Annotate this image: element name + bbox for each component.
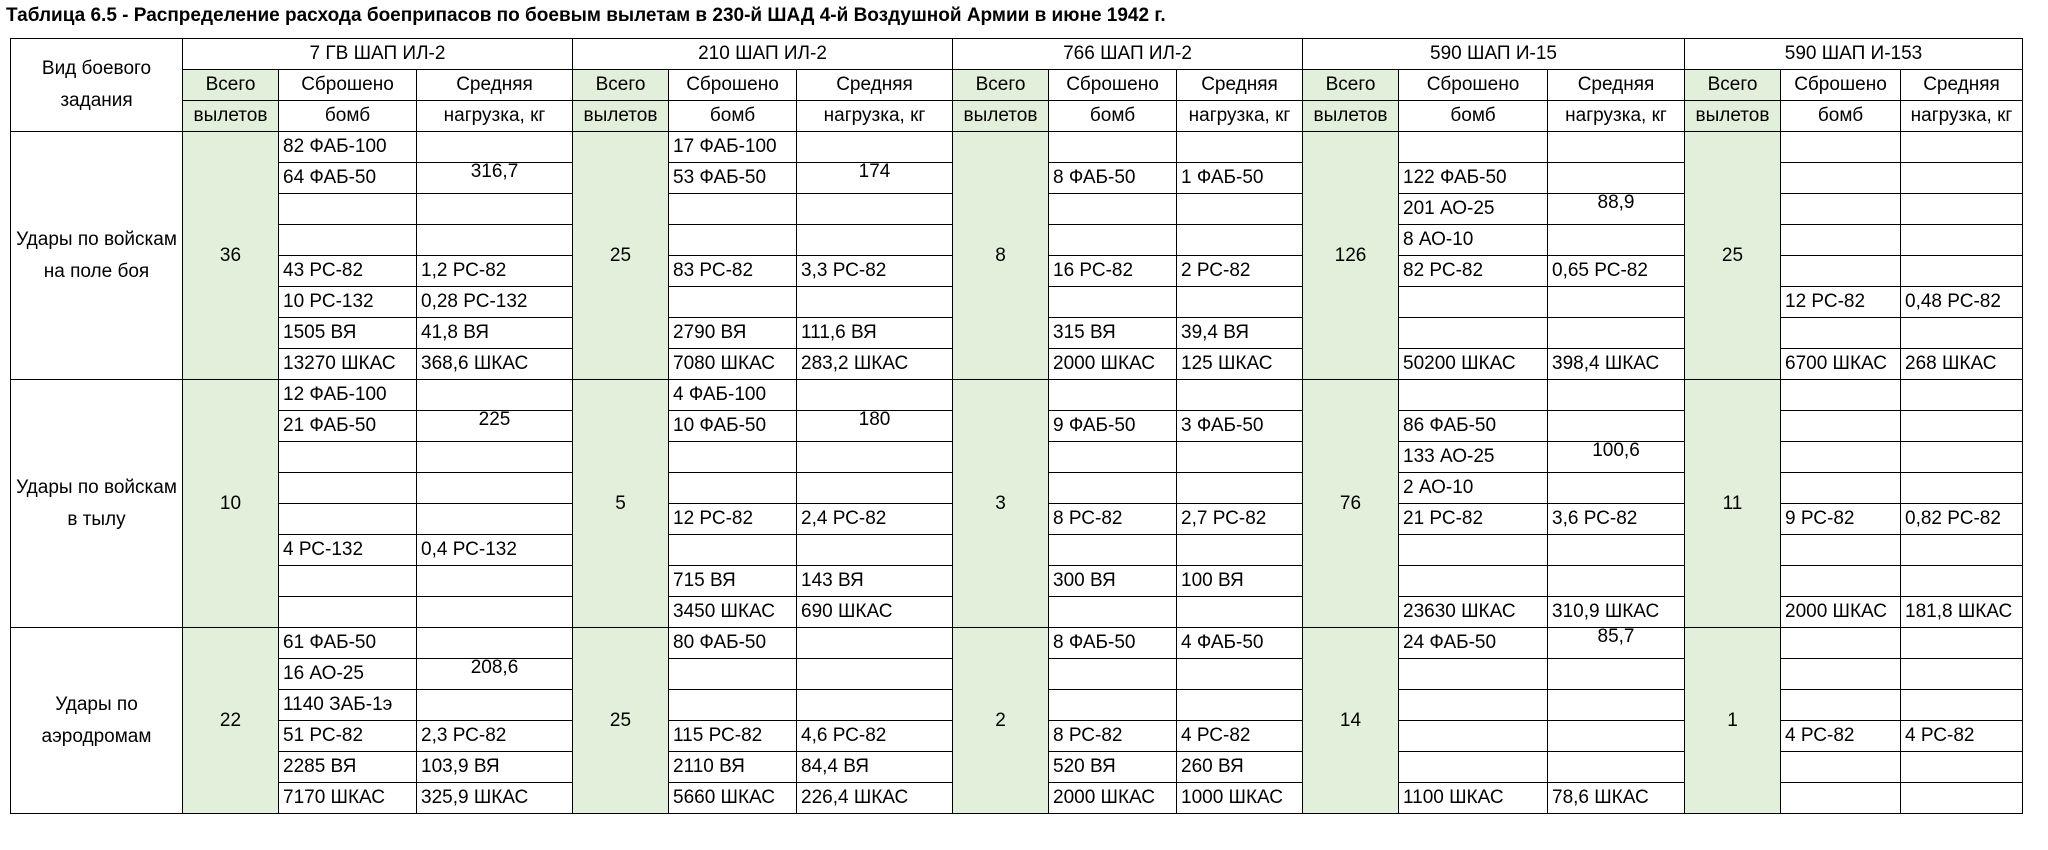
avg-load-cell — [1548, 287, 1685, 318]
bombs-dropped-cell — [1049, 132, 1177, 163]
header-sub-avg-load: нагрузка, кг — [1177, 101, 1303, 132]
avg-load-cell: 3 ФАБ-50 — [1177, 411, 1303, 442]
sorties-total: 76 — [1303, 380, 1399, 628]
bombs-dropped-cell: 520 ВЯ — [1049, 752, 1177, 783]
bombs-dropped-cell — [279, 504, 417, 535]
avg-load-cell: 84,4 ВЯ — [797, 752, 953, 783]
avg-load-cell — [1901, 628, 2023, 659]
avg-load-cell: 2,3 РС-82 — [417, 721, 573, 752]
bombs-dropped-cell: 21 ФАБ-50 — [279, 411, 417, 442]
avg-load-cell — [1901, 752, 2023, 783]
header-sub-avg-load: Средняя — [1177, 70, 1303, 101]
avg-load-cell: 260 ВЯ — [1177, 752, 1303, 783]
header-sub-sorties: Всего — [573, 70, 669, 101]
bombs-dropped-cell: 61 ФАБ-50 — [279, 628, 417, 659]
header-unit-1: 210 ШАП ИЛ-2 — [573, 39, 953, 70]
bombs-dropped-cell — [1049, 597, 1177, 628]
bombs-dropped-cell — [1049, 690, 1177, 721]
avg-load-cell: 4 ФАБ-50 — [1177, 628, 1303, 659]
bombs-dropped-cell — [1781, 535, 1901, 566]
header-sub-bombs: Сброшено — [1781, 70, 1901, 101]
avg-load-cell — [1901, 163, 2023, 194]
avg-load-cell: 316,7 — [417, 163, 573, 194]
bombs-dropped-cell — [1781, 225, 1901, 256]
avg-load-cell — [1901, 659, 2023, 690]
header-sub-sorties: вылетов — [953, 101, 1049, 132]
avg-load-cell: 208,6 — [417, 659, 573, 690]
avg-load-cell — [1548, 690, 1685, 721]
bombs-dropped-cell — [1049, 194, 1177, 225]
bombs-dropped-cell: 2285 ВЯ — [279, 752, 417, 783]
bombs-dropped-cell — [279, 473, 417, 504]
avg-load-cell: 111,6 ВЯ — [797, 318, 953, 349]
bombs-dropped-cell — [669, 690, 797, 721]
bombs-dropped-cell: 43 РС-82 — [279, 256, 417, 287]
header-sub-avg-load: Средняя — [797, 70, 953, 101]
avg-load-cell — [1548, 225, 1685, 256]
bombs-dropped-cell: 16 АО-25 — [279, 659, 417, 690]
header-sub-sorties: вылетов — [1685, 101, 1781, 132]
avg-load-cell — [1177, 597, 1303, 628]
bombs-dropped-cell: 82 РС-82 — [1399, 256, 1548, 287]
bombs-dropped-cell: 8 ФАБ-50 — [1049, 163, 1177, 194]
header-row-sub-2 — [11, 101, 2023, 132]
bombs-dropped-cell — [1049, 473, 1177, 504]
avg-load-cell — [797, 194, 953, 225]
avg-load-cell — [1901, 535, 2023, 566]
bombs-dropped-cell — [1399, 535, 1548, 566]
bombs-dropped-cell — [669, 473, 797, 504]
avg-load-cell — [1177, 690, 1303, 721]
avg-load-cell — [1548, 132, 1685, 163]
avg-load-cell — [1901, 132, 2023, 163]
task-type-label: Удары по войскам в тылу — [11, 380, 183, 628]
bombs-dropped-cell: 133 АО-25 — [1399, 442, 1548, 473]
bombs-dropped-cell: 10 РС-132 — [279, 287, 417, 318]
avg-load-cell — [417, 597, 573, 628]
sorties-total: 11 — [1685, 380, 1781, 628]
header-sub-sorties: вылетов — [183, 101, 279, 132]
sorties-total: 126 — [1303, 132, 1399, 380]
bombs-dropped-cell — [1781, 659, 1901, 690]
bombs-dropped-cell: 300 ВЯ — [1049, 566, 1177, 597]
bombs-dropped-cell: 9 ФАБ-50 — [1049, 411, 1177, 442]
avg-load-cell: 1000 ШКАС — [1177, 783, 1303, 814]
avg-load-cell: 3,6 РС-82 — [1548, 504, 1685, 535]
header-sub-avg-load: нагрузка, кг — [797, 101, 953, 132]
avg-load-cell: 325,9 ШКАС — [417, 783, 573, 814]
bombs-dropped-cell: 8 РС-82 — [1049, 504, 1177, 535]
bombs-dropped-cell: 2000 ШКАС — [1049, 349, 1177, 380]
avg-load-cell: 283,2 ШКАС — [797, 349, 953, 380]
avg-load-cell — [1177, 225, 1303, 256]
bombs-dropped-cell: 4 ФАБ-100 — [669, 380, 797, 411]
bombs-dropped-cell — [1781, 783, 1901, 814]
header-sub-avg-load: нагрузка, кг — [1901, 101, 2023, 132]
avg-load-cell — [1901, 690, 2023, 721]
bombs-dropped-cell — [1049, 535, 1177, 566]
header-sub-avg-load: Средняя — [417, 70, 573, 101]
bombs-dropped-cell — [1399, 659, 1548, 690]
avg-load-cell: 368,6 ШКАС — [417, 349, 573, 380]
bombs-dropped-cell: 2110 ВЯ — [669, 752, 797, 783]
bombs-dropped-cell: 82 ФАБ-100 — [279, 132, 417, 163]
sorties-total: 25 — [573, 132, 669, 380]
avg-load-cell — [1548, 721, 1685, 752]
bombs-dropped-cell: 1100 ШКАС — [1399, 783, 1548, 814]
sorties-total: 5 — [573, 380, 669, 628]
bombs-dropped-cell: 83 РС-82 — [669, 256, 797, 287]
bombs-dropped-cell — [279, 597, 417, 628]
ammo-table-wrapper — [10, 38, 2023, 814]
sorties-total: 1 — [1685, 628, 1781, 814]
avg-load-cell — [1177, 194, 1303, 225]
avg-load-cell: 4 РС-82 — [1177, 721, 1303, 752]
header-sub-avg-load: нагрузка, кг — [417, 101, 573, 132]
header-row-sub-1 — [11, 70, 2023, 101]
avg-load-cell — [797, 287, 953, 318]
avg-load-cell: 103,9 ВЯ — [417, 752, 573, 783]
avg-load-cell — [797, 132, 953, 163]
avg-load-cell — [1177, 659, 1303, 690]
sorties-total: 2 — [953, 628, 1049, 814]
header-unit-2: 766 ШАП ИЛ-2 — [953, 39, 1303, 70]
table-row — [11, 628, 2023, 659]
avg-load-cell — [1901, 411, 2023, 442]
avg-load-cell: 85,7 — [1548, 628, 1685, 659]
avg-load-cell — [417, 194, 573, 225]
avg-load-cell: 1 ФАБ-50 — [1177, 163, 1303, 194]
header-unit-4: 590 ШАП И-153 — [1685, 39, 2023, 70]
avg-load-cell — [1901, 318, 2023, 349]
sorties-total: 22 — [183, 628, 279, 814]
bombs-dropped-cell — [669, 442, 797, 473]
bombs-dropped-cell — [1399, 690, 1548, 721]
header-sub-bombs: бомб — [1049, 101, 1177, 132]
avg-load-cell — [417, 132, 573, 163]
bombs-dropped-cell: 8 РС-82 — [1049, 721, 1177, 752]
avg-load-cell: 4,6 РС-82 — [797, 721, 953, 752]
header-sub-bombs: бомб — [1399, 101, 1548, 132]
bombs-dropped-cell: 8 ФАБ-50 — [1049, 628, 1177, 659]
bombs-dropped-cell: 2000 ШКАС — [1781, 597, 1901, 628]
bombs-dropped-cell — [1781, 628, 1901, 659]
avg-load-cell: 100,6 — [1548, 442, 1685, 473]
avg-load-cell — [1901, 442, 2023, 473]
header-sub-sorties: Всего — [1685, 70, 1781, 101]
bombs-dropped-cell — [669, 194, 797, 225]
header-sub-bombs: бомб — [669, 101, 797, 132]
header-unit-0: 7 ГВ ШАП ИЛ-2 — [183, 39, 573, 70]
bombs-dropped-cell: 12 РС-82 — [1781, 287, 1901, 318]
avg-load-cell — [417, 690, 573, 721]
avg-load-cell — [1548, 473, 1685, 504]
bombs-dropped-cell: 80 ФАБ-50 — [669, 628, 797, 659]
avg-load-cell — [1177, 473, 1303, 504]
bombs-dropped-cell: 315 ВЯ — [1049, 318, 1177, 349]
avg-load-cell: 41,8 ВЯ — [417, 318, 573, 349]
avg-load-cell: 39,4 ВЯ — [1177, 318, 1303, 349]
avg-load-cell: 225 — [417, 411, 573, 442]
sorties-total: 8 — [953, 132, 1049, 380]
avg-load-cell — [1901, 566, 2023, 597]
bombs-dropped-cell: 17 ФАБ-100 — [669, 132, 797, 163]
table-row — [11, 380, 2023, 411]
avg-load-cell — [1548, 163, 1685, 194]
bombs-dropped-cell — [1781, 132, 1901, 163]
avg-load-cell — [1177, 380, 1303, 411]
bombs-dropped-cell: 51 РС-82 — [279, 721, 417, 752]
avg-load-cell: 2,7 РС-82 — [1177, 504, 1303, 535]
avg-load-cell — [1548, 380, 1685, 411]
avg-load-cell — [1901, 380, 2023, 411]
avg-load-cell — [797, 535, 953, 566]
task-type-label: Удары по войскам на поле боя — [11, 132, 183, 380]
bombs-dropped-cell: 201 АО-25 — [1399, 194, 1548, 225]
bombs-dropped-cell — [1781, 380, 1901, 411]
avg-load-cell — [1548, 318, 1685, 349]
avg-load-cell: 88,9 — [1548, 194, 1685, 225]
header-sub-sorties: Всего — [183, 70, 279, 101]
avg-load-cell — [1548, 659, 1685, 690]
header-task-type — [11, 39, 183, 132]
header-sub-bombs: Сброшено — [1399, 70, 1548, 101]
header-sub-bombs: бомб — [1781, 101, 1901, 132]
sorties-total: 14 — [1303, 628, 1399, 814]
avg-load-cell — [1177, 132, 1303, 163]
bombs-dropped-cell — [1781, 473, 1901, 504]
bombs-dropped-cell — [1399, 566, 1548, 597]
header-sub-bombs: бомб — [279, 101, 417, 132]
avg-load-cell: 143 ВЯ — [797, 566, 953, 597]
avg-load-cell: 1,2 РС-82 — [417, 256, 573, 287]
bombs-dropped-cell: 8 АО-10 — [1399, 225, 1548, 256]
bombs-dropped-cell — [1781, 752, 1901, 783]
bombs-dropped-cell: 23630 ШКАС — [1399, 597, 1548, 628]
bombs-dropped-cell — [1399, 132, 1548, 163]
bombs-dropped-cell: 10 ФАБ-50 — [669, 411, 797, 442]
task-type-label: Удары по аэродромам — [11, 628, 183, 814]
bombs-dropped-cell: 1505 ВЯ — [279, 318, 417, 349]
avg-load-cell — [1901, 256, 2023, 287]
bombs-dropped-cell — [1399, 721, 1548, 752]
table-row — [11, 132, 2023, 163]
avg-load-cell: 0,4 РС-132 — [417, 535, 573, 566]
header-task-type-line1: Вид боевого — [41, 58, 152, 79]
bombs-dropped-cell: 2790 ВЯ — [669, 318, 797, 349]
bombs-dropped-cell — [279, 442, 417, 473]
header-sub-bombs: Сброшено — [669, 70, 797, 101]
bombs-dropped-cell — [669, 225, 797, 256]
avg-load-cell — [797, 473, 953, 504]
avg-load-cell: 181,8 ШКАС — [1901, 597, 2023, 628]
bombs-dropped-cell — [1049, 225, 1177, 256]
bombs-dropped-cell — [1781, 318, 1901, 349]
avg-load-cell: 268 ШКАС — [1901, 349, 2023, 380]
avg-load-cell: 0,28 РС-132 — [417, 287, 573, 318]
avg-load-cell: 4 РС-82 — [1901, 721, 2023, 752]
bombs-dropped-cell — [1781, 442, 1901, 473]
bombs-dropped-cell: 50200 ШКАС — [1399, 349, 1548, 380]
bombs-dropped-cell — [279, 225, 417, 256]
bombs-dropped-cell: 13270 ШКАС — [279, 349, 417, 380]
avg-load-cell: 690 ШКАС — [797, 597, 953, 628]
avg-load-cell — [417, 566, 573, 597]
avg-load-cell: 3,3 РС-82 — [797, 256, 953, 287]
avg-load-cell — [1548, 535, 1685, 566]
bombs-dropped-cell — [1781, 256, 1901, 287]
header-sub-avg-load: нагрузка, кг — [1548, 101, 1685, 132]
avg-load-cell — [1901, 783, 2023, 814]
avg-load-cell: 310,9 ШКАС — [1548, 597, 1685, 628]
avg-load-cell — [797, 628, 953, 659]
header-unit-3: 590 ШАП И-15 — [1303, 39, 1685, 70]
bombs-dropped-cell: 12 РС-82 — [669, 504, 797, 535]
header-sub-sorties: вылетов — [1303, 101, 1399, 132]
bombs-dropped-cell — [1399, 752, 1548, 783]
bombs-dropped-cell — [1781, 566, 1901, 597]
avg-load-cell: 398,4 ШКАС — [1548, 349, 1685, 380]
avg-load-cell — [1901, 194, 2023, 225]
bombs-dropped-cell — [1781, 194, 1901, 225]
bombs-dropped-cell: 9 РС-82 — [1781, 504, 1901, 535]
avg-load-cell — [1548, 411, 1685, 442]
bombs-dropped-cell: 5660 ШКАС — [669, 783, 797, 814]
bombs-dropped-cell: 2 АО-10 — [1399, 473, 1548, 504]
avg-load-cell — [1177, 535, 1303, 566]
bombs-dropped-cell: 21 РС-82 — [1399, 504, 1548, 535]
avg-load-cell — [417, 473, 573, 504]
avg-load-cell: 125 ШКАС — [1177, 349, 1303, 380]
sorties-total: 3 — [953, 380, 1049, 628]
header-sub-sorties: Всего — [1303, 70, 1399, 101]
bombs-dropped-cell — [1049, 287, 1177, 318]
avg-load-cell — [1177, 442, 1303, 473]
avg-load-cell: 0,48 РС-82 — [1901, 287, 2023, 318]
bombs-dropped-cell: 122 ФАБ-50 — [1399, 163, 1548, 194]
bombs-dropped-cell: 1140 ЗАБ-1э — [279, 690, 417, 721]
bombs-dropped-cell: 6700 ШКАС — [1781, 349, 1901, 380]
avg-load-cell — [417, 504, 573, 535]
header-task-type-line2: задания — [60, 90, 133, 111]
header-sub-sorties: вылетов — [573, 101, 669, 132]
avg-load-cell — [1548, 752, 1685, 783]
bombs-dropped-cell: 715 ВЯ — [669, 566, 797, 597]
header-sub-avg-load: Средняя — [1901, 70, 2023, 101]
sorties-total: 10 — [183, 380, 279, 628]
avg-load-cell: 0,82 РС-82 — [1901, 504, 2023, 535]
sorties-total: 25 — [1685, 132, 1781, 380]
header-sub-bombs: Сброшено — [279, 70, 417, 101]
avg-load-cell — [797, 380, 953, 411]
avg-load-cell — [797, 659, 953, 690]
ammo-distribution-table — [10, 38, 2023, 814]
avg-load-cell — [417, 628, 573, 659]
header-row-units — [11, 39, 2023, 70]
header-sub-avg-load: Средняя — [1548, 70, 1685, 101]
bombs-dropped-cell — [1781, 690, 1901, 721]
bombs-dropped-cell — [279, 566, 417, 597]
avg-load-cell: 78,6 ШКАС — [1548, 783, 1685, 814]
bombs-dropped-cell: 2000 ШКАС — [1049, 783, 1177, 814]
page-title: Таблица 6.5 - Распределение расхода боеприпасов по боевым вылетам в 230-й ШАД 4-й Воздушной Армии в июне 1942 г. — [6, 5, 1166, 26]
bombs-dropped-cell — [1781, 163, 1901, 194]
header-sub-bombs: Сброшено — [1049, 70, 1177, 101]
bombs-dropped-cell: 86 ФАБ-50 — [1399, 411, 1548, 442]
bombs-dropped-cell — [1781, 411, 1901, 442]
sorties-total: 25 — [573, 628, 669, 814]
bombs-dropped-cell — [1399, 318, 1548, 349]
bombs-dropped-cell — [1049, 380, 1177, 411]
avg-load-cell — [797, 690, 953, 721]
bombs-dropped-cell — [669, 535, 797, 566]
bombs-dropped-cell — [279, 194, 417, 225]
bombs-dropped-cell — [1049, 659, 1177, 690]
bombs-dropped-cell — [669, 659, 797, 690]
bombs-dropped-cell: 4 РС-132 — [279, 535, 417, 566]
avg-load-cell — [1548, 566, 1685, 597]
avg-load-cell — [1901, 225, 2023, 256]
avg-load-cell — [417, 380, 573, 411]
bombs-dropped-cell: 115 РС-82 — [669, 721, 797, 752]
avg-load-cell — [1901, 473, 2023, 504]
avg-load-cell — [417, 225, 573, 256]
bombs-dropped-cell: 12 ФАБ-100 — [279, 380, 417, 411]
avg-load-cell — [797, 225, 953, 256]
bombs-dropped-cell — [1399, 287, 1548, 318]
bombs-dropped-cell: 3450 ШКАС — [669, 597, 797, 628]
avg-load-cell — [417, 442, 573, 473]
bombs-dropped-cell: 64 ФАБ-50 — [279, 163, 417, 194]
avg-load-cell: 174 — [797, 163, 953, 194]
avg-load-cell: 2 РС-82 — [1177, 256, 1303, 287]
bombs-dropped-cell: 24 ФАБ-50 — [1399, 628, 1548, 659]
avg-load-cell — [1177, 287, 1303, 318]
bombs-dropped-cell: 4 РС-82 — [1781, 721, 1901, 752]
bombs-dropped-cell: 7170 ШКАС — [279, 783, 417, 814]
bombs-dropped-cell: 16 РС-82 — [1049, 256, 1177, 287]
avg-load-cell: 226,4 ШКАС — [797, 783, 953, 814]
bombs-dropped-cell: 7080 ШКАС — [669, 349, 797, 380]
bombs-dropped-cell — [1399, 380, 1548, 411]
bombs-dropped-cell — [1049, 442, 1177, 473]
bombs-dropped-cell — [669, 287, 797, 318]
avg-load-cell: 180 — [797, 411, 953, 442]
header-sub-sorties: Всего — [953, 70, 1049, 101]
avg-load-cell: 0,65 РС-82 — [1548, 256, 1685, 287]
sorties-total: 36 — [183, 132, 279, 380]
bombs-dropped-cell: 53 ФАБ-50 — [669, 163, 797, 194]
avg-load-cell — [797, 442, 953, 473]
avg-load-cell: 100 ВЯ — [1177, 566, 1303, 597]
avg-load-cell: 2,4 РС-82 — [797, 504, 953, 535]
